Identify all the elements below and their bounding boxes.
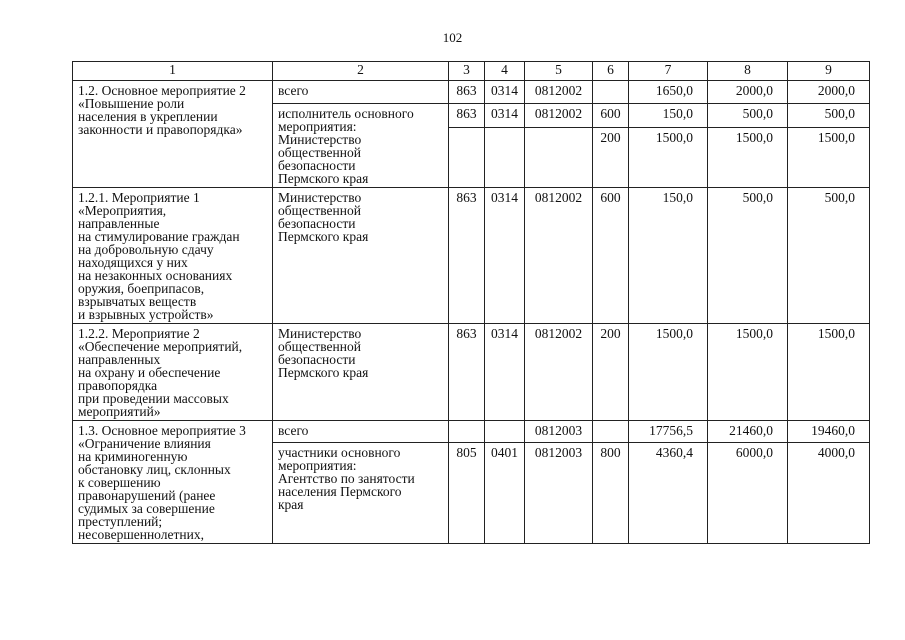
activity-name: 1.2. Основное мероприятие 2 «Повышение роли населения в укреплении законности и правопорядка»: [73, 81, 273, 188]
cell-c6: 200: [593, 127, 629, 187]
cell-c4: 0314: [485, 324, 525, 421]
cell-c3: 805: [449, 443, 485, 544]
col-header-6: 6: [593, 62, 629, 81]
activity-name: 1.3. Основное мероприятие 3 «Ограничение влияния на криминогенную обстановку лиц, склонных к совершению правонарушений (ранее судимых за совершение преступлений; несовершеннолетних,: [73, 421, 273, 544]
row-label: всего: [273, 421, 449, 443]
cell-c9: 4000,0: [788, 443, 870, 544]
cell-c4: 0401: [485, 443, 525, 544]
cell-c4: [485, 421, 525, 443]
cell-c3: 863: [449, 81, 485, 104]
row-label: исполнитель основного мероприятия: Министерство общественной безопасности Пермского края: [273, 104, 449, 188]
col-header-3: 3: [449, 62, 485, 81]
cell-c7: 17756,5: [629, 421, 708, 443]
table-row: [73, 188, 870, 324]
cell-c6: [593, 421, 629, 443]
col-header-9: 9: [788, 62, 870, 81]
cell-c6: 600: [593, 188, 629, 324]
header-row: [73, 62, 870, 81]
table-row: [73, 421, 870, 443]
cell-c8: 21460,0: [708, 421, 788, 443]
cell-c5: [525, 127, 593, 187]
cell-c5: 0812002: [525, 188, 593, 324]
cell-c5: 0812002: [525, 104, 593, 128]
activity-name: 1.2.1. Мероприятие 1 «Мероприятия, направленные на стимулирование граждан на добровольную сдачу находящихся у них на незаконных основаниях оружия, боеприпасов, взрывчатых веществ и взрывных устройств»: [73, 188, 273, 324]
cell-c8: 1500,0: [708, 324, 788, 421]
cell-c3: 863: [449, 104, 485, 128]
row-label: участники основного мероприятия: Агентство по занятости населения Пермского края: [273, 443, 449, 544]
cell-c7: 150,0: [629, 188, 708, 324]
cell-c3: 863: [449, 188, 485, 324]
page-number: 102: [442, 30, 463, 45]
cell-c5: 0812003: [525, 421, 593, 443]
cell-c8: 500,0: [708, 188, 788, 324]
cell-c8: 1500,0: [708, 127, 788, 187]
table-row: [73, 81, 870, 104]
col-header-5: 5: [525, 62, 593, 81]
cell-c4: 0314: [485, 104, 525, 128]
cell-c4: 0314: [485, 188, 525, 324]
cell-c6: 200: [593, 324, 629, 421]
cell-c9: 1500,0: [788, 324, 870, 421]
cell-c9: 2000,0: [788, 81, 870, 104]
cell-c5: 0812002: [525, 324, 593, 421]
activity-name: 1.2.2. Мероприятие 2 «Обеспечение мероприятий, направленных на охрану и обеспечение правопорядка при проведении массовых мероприятий»: [73, 324, 273, 421]
cell-c8: 6000,0: [708, 443, 788, 544]
cell-c7: 1500,0: [629, 127, 708, 187]
cell-c9: 500,0: [788, 188, 870, 324]
cell-c9: 1500,0: [788, 127, 870, 187]
cell-c8: 2000,0: [708, 81, 788, 104]
budget-table: [72, 61, 870, 544]
cell-c7: 1500,0: [629, 324, 708, 421]
cell-c9: 19460,0: [788, 421, 870, 443]
cell-c9: 500,0: [788, 104, 870, 128]
cell-c4: [485, 127, 525, 187]
col-header-7: 7: [629, 62, 708, 81]
cell-c5: 0812002: [525, 81, 593, 104]
cell-c3: [449, 127, 485, 187]
cell-c3: 863: [449, 324, 485, 421]
cell-c6: 600: [593, 104, 629, 128]
cell-c7: 150,0: [629, 104, 708, 128]
col-header-1: 1: [73, 62, 273, 81]
row-label: Министерство общественной безопасности Пермского края: [273, 188, 449, 324]
table-row: [73, 324, 870, 421]
cell-c5: 0812003: [525, 443, 593, 544]
cell-c6: [593, 81, 629, 104]
cell-c7: 4360,4: [629, 443, 708, 544]
cell-c3: [449, 421, 485, 443]
row-label: Министерство общественной безопасности Пермского края: [273, 324, 449, 421]
col-header-4: 4: [485, 62, 525, 81]
cell-c6: 800: [593, 443, 629, 544]
cell-c7: 1650,0: [629, 81, 708, 104]
col-header-2: 2: [273, 62, 449, 81]
col-header-8: 8: [708, 62, 788, 81]
cell-c4: 0314: [485, 81, 525, 104]
row-label: всего: [273, 81, 449, 104]
cell-c8: 500,0: [708, 104, 788, 128]
